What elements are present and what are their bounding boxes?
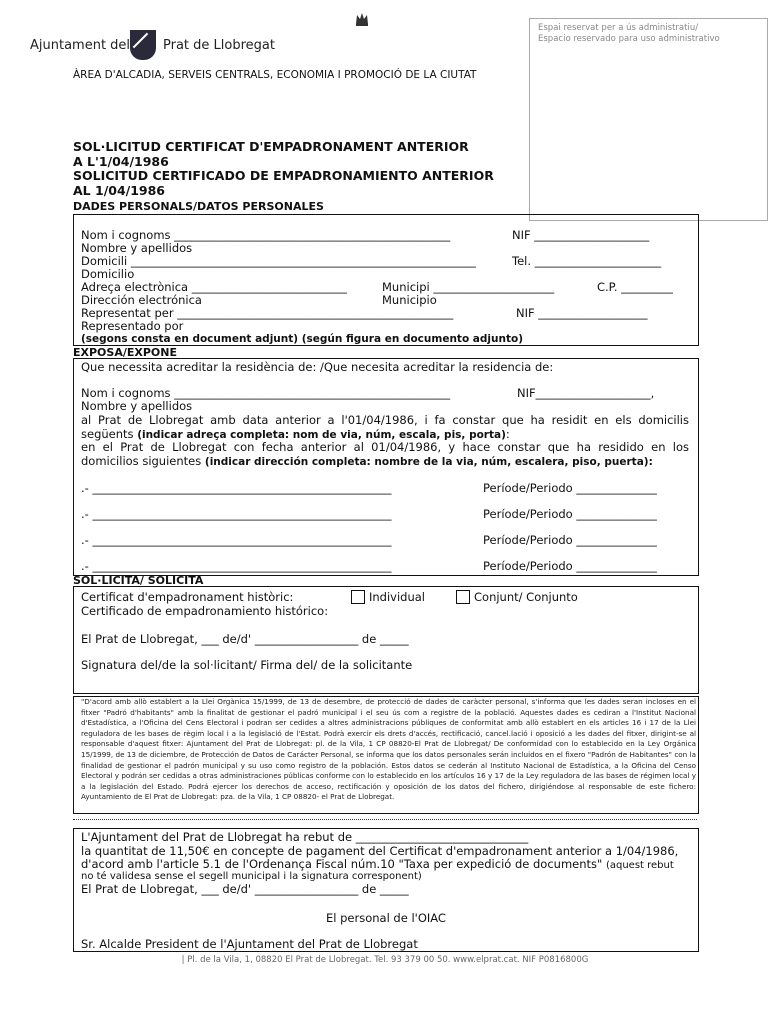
nif-field[interactable]: NIF ____________________	[512, 228, 650, 242]
expose-ca-line2-a: següents	[81, 427, 138, 441]
logo-text-left: Ajuntament del	[30, 38, 131, 53]
expose-es-line1: en el Prat de Llobregat con fecha anterior al 01/04/1986, y hace constar que ha residido en los	[81, 440, 689, 454]
request-date-field[interactable]: El Prat de Llobregat, ___ de/d' __________________ de _____	[81, 632, 409, 646]
coat-of-arms-icon	[130, 30, 156, 60]
representative-field[interactable]: Representat per ________________________________________________	[81, 306, 454, 320]
admin-box-line1: Espai reservat per a ús administratiu/	[538, 23, 699, 33]
signature-label: Signatura del/de la sol·licitant/ Firma del/ de la solicitante	[81, 658, 413, 672]
title-line4: AL 1/04/1986	[73, 182, 166, 198]
joint-label: Conjunt/ Conjunto	[474, 590, 578, 604]
municipio-label-es: Municipio	[382, 293, 437, 307]
residence-row-3[interactable]: .- ____________________________________________________	[81, 533, 392, 547]
tel-field[interactable]: Tel. ______________________	[512, 254, 662, 268]
oiac-staff-label: El personal de l'OIAC	[326, 911, 446, 925]
section-heading-request: SOL·LICITA/ SOLICITA	[73, 574, 204, 587]
receipt-line4: no té validesa sense el segell municipal i la signatura corresponent)	[81, 871, 422, 882]
certificate-label-ca: Certificat d'empadronament històric:	[81, 590, 294, 604]
receipt-line3-a: d'acord amb l'article 5.1 de l'Ordenança Fiscal núm.10 "Taxa per expedició de documents"	[81, 857, 606, 871]
residence-period-3[interactable]: Període/Periodo ______________	[483, 533, 657, 547]
receipt-date-field[interactable]: El Prat de Llobregat, ___ de/d' __________________ de _____	[81, 882, 409, 896]
representative-label-es: Representado por	[81, 319, 184, 333]
joint-checkbox[interactable]	[456, 590, 470, 604]
expose-es-line2-a: domicilios siguientes	[81, 454, 205, 468]
expose-es-line2	[81, 455, 653, 469]
certificate-label-es: Certificado de empadronamiento histórico:	[81, 604, 329, 618]
address-label-es: Domicilio	[81, 267, 135, 281]
legal-notice-text: "D'acord amb allò establert a la Llei Orgànica 15/1999, de 13 de desembre, de protecció de dades de caràcter personal, s'informa que les dades seran incloses en el fitxer "Padró d'habitants" amb la finalitat de gestionar el padró municipal i el seu ús com a registre de la població. Aquestes dades es cediran a l'Institut Nacional d'Estadística, a l'Oficina del Cens Electoral i podran ser cedides a altres administracions públiques de conformitat amb allò establert en els articles 16 i 17 de la Llei reguladora de les bases de règim local i a la legislació de l'Estat. Podrà exercir els drets d'accés, rectificació, cancel.lació i oposició a les dades del fitxer, dirigint-se al responsable d'aquest fitxer: Ajuntament del Prat de Llobregat: pl. de la Vila, 1 CP 08820-El Prat de Llobregat/ De conformidad con lo establecido en la Ley Orgánica 15/1999, de 13 de diciembre, de Protección de Datos de Carácter Personal, se informa que los datos personales serán incluidos en el fixero "Padrón de Habitantes" con la finalidad de gestionar el padrón municipal y su uso como registro de la población. Estos datos se cederán al Instituto Nacional de Estadística, a la Oficina del Censo Electoral y podrán ser cedidas a otras administraciones públicas conforme con lo establecido en los artículos 16 y 17 de la Ley reguladora de las bases de régimen local y a la legislación del Estado. Podrá ejercer los derechos de acceso, rectificación y oposición de los datos del fichero, dirigiéndose al responsable de este fichero: Ayuntamiento de El Prat de Llobregat: pza. de la Vila, 1 CP 08820- el Prat de Llobregat.	[81, 697, 696, 802]
crown-icon	[355, 10, 369, 26]
residence-period-4[interactable]: Període/Periodo ______________	[483, 559, 657, 573]
title-line1: SOL·LICITUD CERTIFICAT D'EMPADRONAMENT ANTERIOR	[73, 139, 469, 154]
expose-name-label-es: Nombre y apellidos	[81, 399, 193, 413]
logo-text-right: Prat de Llobregat	[163, 38, 275, 53]
admin-box-line2: Espacio reservado para uso administrativo	[538, 34, 720, 44]
email-field[interactable]: Adreça electrònica ___________________________	[81, 280, 347, 294]
title-line3: SOLICITUD CERTIFICADO DE EMPADRONAMIENTO ANTERIOR	[73, 168, 494, 183]
section-heading-personal: DADES PERSONALS/DATOS PERSONALES	[73, 200, 324, 213]
cp-field[interactable]: C.P. _________	[597, 280, 673, 294]
residence-row-4[interactable]: .- ____________________________________________________	[81, 559, 392, 573]
receipt-line3	[81, 858, 674, 872]
cut-line	[73, 819, 697, 820]
receipt-line2: la quantitat de 11,50€ en concepte de pagament del Certificat d'empadronament anterior a 1/04/1986,	[81, 844, 679, 858]
address-field[interactable]: Domicili ____________________________________________________________	[81, 254, 476, 268]
title-line2: A L'1/04/1986	[73, 153, 169, 169]
name-field[interactable]: Nom i cognoms ________________________________________________	[81, 228, 451, 242]
representative-nif-field[interactable]: NIF ___________________	[516, 306, 648, 320]
residence-period-1[interactable]: Període/Periodo ______________	[483, 481, 657, 495]
residence-row-1[interactable]: .- ____________________________________________________	[81, 481, 392, 495]
expose-ca-line1: al Prat de Llobregat amb data anterior a l'01/04/1986, i fa constar que ha residit en els domicilis	[81, 413, 689, 427]
residence-row-2[interactable]: .- ____________________________________________________	[81, 507, 392, 521]
form-title	[73, 140, 494, 198]
residence-period-2[interactable]: Període/Periodo ______________	[483, 507, 657, 521]
municipi-field[interactable]: Municipi _____________________	[382, 280, 555, 294]
expose-nif-field[interactable]: NIF____________________,	[517, 386, 655, 400]
expose-ca-line2-c: :	[505, 427, 510, 441]
receipt-line1[interactable]: L'Ajuntament del Prat de Llobregat ha rebut de ______________________________	[81, 830, 529, 844]
representative-note: (segons consta en document adjunt) (según figura en documento adjunto)	[81, 333, 523, 345]
individual-checkbox[interactable]	[351, 590, 365, 604]
individual-label: Individual	[369, 590, 426, 604]
mayor-label: Sr. Alcalde President de l'Ajuntament del Prat de Llobregat	[81, 937, 418, 951]
admin-reserved-box	[529, 18, 768, 221]
expose-intro: Que necessita acreditar la residència de: /Que necesita acreditar la residencia de:	[81, 360, 554, 374]
name-label-es: Nombre y apellidos	[81, 241, 193, 255]
expose-es-line2-b: (indicar dirección completa: nombre de la via, núm, escalera, piso, puerta):	[204, 456, 653, 468]
email-label-es: Dirección electrónica	[81, 293, 202, 307]
expose-name-field[interactable]: Nom i cognoms ________________________________________________	[81, 386, 451, 400]
receipt-line3-b: (aquest rebut	[605, 860, 674, 871]
footer-address: | Pl. de la Vila, 1, 08820 El Prat de Llobregat. Tel. 93 379 00 50. www.elprat.cat. NIF P0816800G	[181, 955, 589, 965]
department-area: ÀREA D'ALCADIA, SERVEIS CENTRALS, ECONOMIA I PROMOCIÓ DE LA CIUTAT	[73, 69, 477, 81]
section-heading-expose: EXPOSA/EXPONE	[73, 346, 177, 359]
expose-ca-line2-b: (indicar adreça completa: nom de via, núm, escala, pis, porta)	[137, 429, 506, 441]
